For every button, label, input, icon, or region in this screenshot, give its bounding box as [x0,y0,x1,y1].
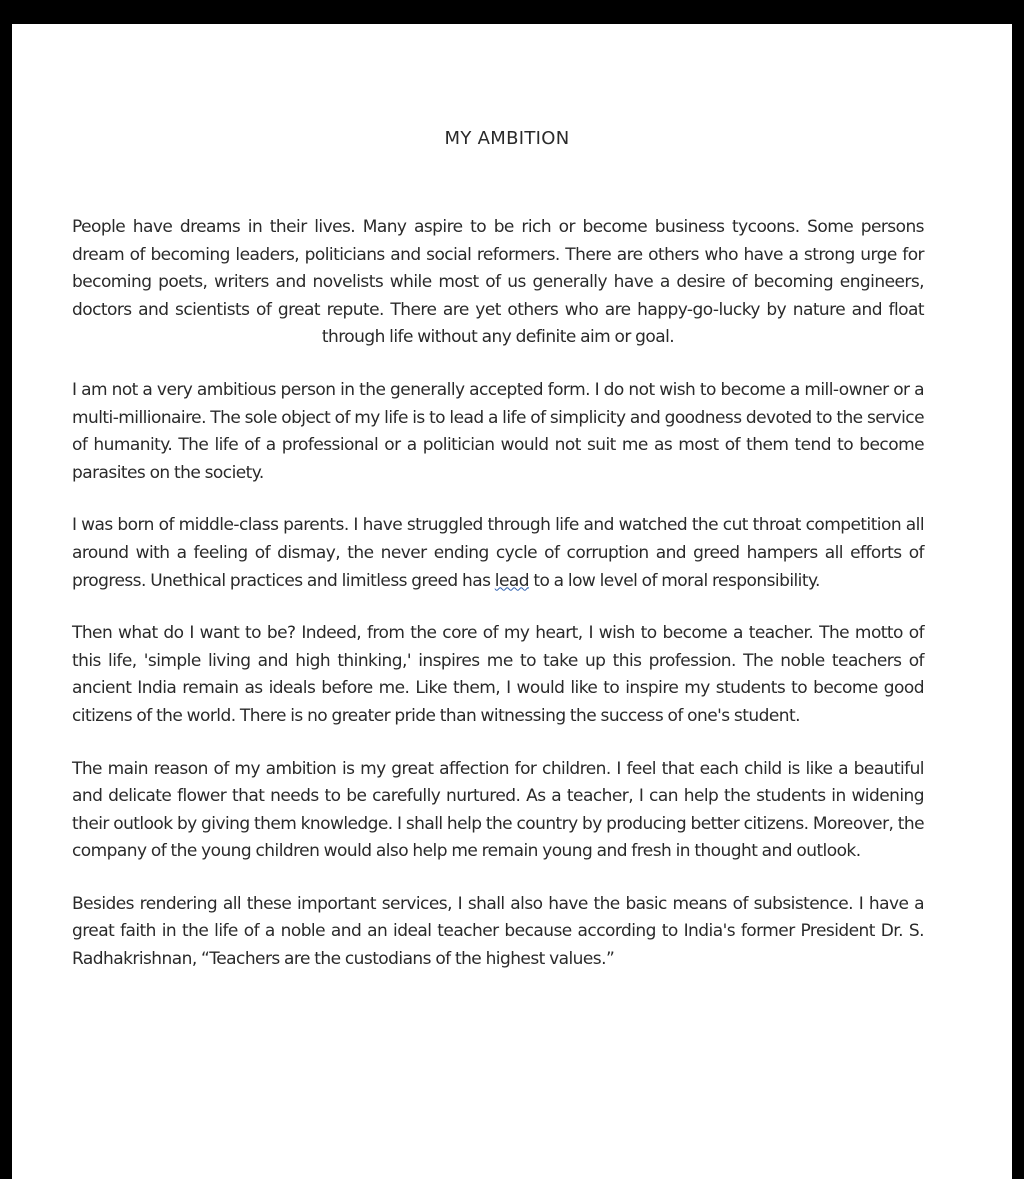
paragraph-2: I am not a very ambitious person in the generally accepted form. I do not wish to become a mill-owner or a multi-millionaire. The sole object of my life is to lead a life of simplicity and goodness devoted to the service of humanity. The life of a professional or a politician would not suit me as most of them tend to become parasites on the society. [72,379,924,483]
document-page [12,24,1012,1179]
paragraph-3 [72,512,924,595]
paragraph-4: Then what do I want to be? Indeed, from the core of my heart, I wish to become a teacher. The motto of this life, 'simple living and high thinking,' inspires me to take up this profession. The noble teachers of ancient India remain as ideals before me. Like them, I would like to inspire my students to become good citizens of the world. There is no greater pride than witnessing the success of one's student. [72,623,924,726]
paragraph-5: The main reason of my ambition is my great affection for children. I feel that each child is like a beautiful and delicate flower that needs to be carefully nurtured. As a teacher, I can help the students in widening their outlook by giving them knowledge. I shall help the country by producing better citizens. Moreover, the company of the young children would also help me remain young and fresh in thought and outlook. [72,758,924,862]
paragraph-3-text: I was born of middle-class parents. I have struggled through life and watched the cut throat competition all around with a feeling of dismay, the never ending cycle of corruption and greed hampers all efforts of progress. Unethical practices and limitless greed has [72,515,924,591]
paragraph-6: Besides rendering all these important services, I shall also have the basic means of subsistence. I have a great faith in the life of a noble and an ideal teacher because according to India's former President Dr. S. Radhakrishnan, “Teachers are the custodians of the highest values.” [72,893,924,970]
document-title: MY AMBITION [444,128,570,149]
paragraph-3-tail: to a low level of moral responsibility. [533,570,820,591]
document-body [72,214,924,999]
spellcheck-flagged-word[interactable]: lead [494,570,529,591]
paragraph-1: People have dreams in their lives. Many aspire to be rich or become business tycoons. Some persons dream of becoming leaders, politicians and social reformers. There are others who have a strong urge for becoming poets, writers and novelists while most of us generally have a desire of becoming engineers, doctors and scientists of great repute. There are yet others who are happy-go-lucky by nature and float through life without any definite aim or goal. [72,217,924,348]
